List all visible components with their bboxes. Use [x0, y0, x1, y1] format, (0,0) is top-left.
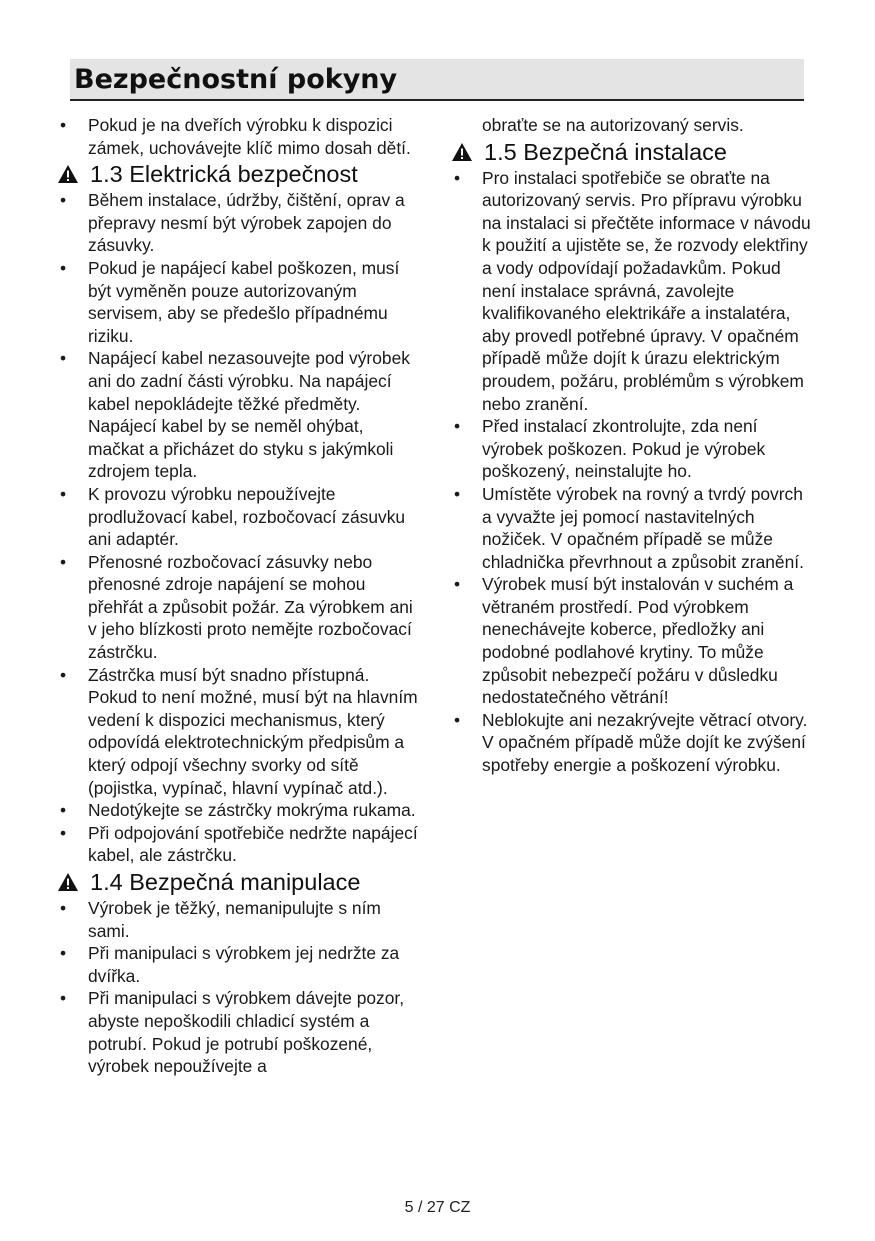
- list-item-text: Umístěte výrobek na rovný a tvrdý povrch a vyvažte jej pomocí nastavitelných nožiček. V opačném případě se může chladnička převrhnout a způsobit zranění.: [482, 483, 804, 572]
- bullet: •: [60, 664, 67, 685]
- list-item: [452, 573, 814, 709]
- electrical-safety-list: [58, 189, 422, 867]
- bullet: •: [60, 190, 67, 211]
- bullet: •: [60, 800, 67, 821]
- list-item-text: Pro instalaci spotřebiče se obraťte na autorizovaný servis. Pro přípravu výrobku na instalaci si přečtěte informace v návodu k použití a ujistěte se, že rozvody elektřiny a vody odpovídají požadavkům. Pokud není instalace správná, zavolejte kvalifikovaného elektrikáře a instalatéra, aby provedl potřebné úpravy. V opačném případě může dojít k úrazu elektrickým proudem, požáru, problémům s výrobkem nebo zranění.: [482, 167, 811, 414]
- section-title: 1.5 Bezpečná instalace: [484, 138, 727, 165]
- intro-list: [58, 114, 422, 159]
- installation-safety-list: [452, 167, 814, 777]
- list-item: [58, 664, 422, 800]
- page-header: [70, 59, 804, 101]
- list-item-text: Před instalací zkontrolujte, zda není výrobek poškozen. Pokud je výrobek poškozený, neinstalujte ho.: [482, 416, 766, 482]
- list-item: [58, 347, 422, 483]
- list-item: [452, 167, 814, 416]
- section-heading-electrical: [57, 160, 422, 188]
- list-item-text: Při manipulaci s výrobkem jej nedržte za dvířka.: [88, 943, 400, 986]
- section-title: 1.4 Bezpečná manipulace: [90, 869, 361, 895]
- list-item-text: Pokud je na dveřích výrobku k dispozici zámek, uchovávejte klíč mimo dosah dětí.: [88, 115, 411, 158]
- list-item-text: Přenosné rozbočovací zásuvky nebo přenosné zdroje napájení se mohou přehřát a způsobit požár. Za výrobkem ani v jeho blízkosti proto nemějte rozbočovací zástrčku.: [88, 551, 413, 663]
- list-item-text: Neblokujte ani nezakrývejte větrací otvory. V opačném případě může dojít ke zvýšení spotřeby energie a poškození výrobku.: [482, 709, 808, 776]
- list-item: [58, 822, 422, 867]
- list-item: [58, 551, 422, 664]
- bullet: •: [60, 115, 67, 135]
- bullet: •: [60, 988, 67, 1009]
- warning-triangle-icon: [451, 142, 473, 162]
- list-item: [58, 942, 422, 987]
- bullet: •: [60, 551, 67, 572]
- list-item-text: Nedotýkejte se zástrčky mokrýma rukama.: [88, 800, 416, 821]
- continuation-text: obraťte se na autorizovaný servis.: [482, 115, 744, 135]
- bullet: •: [60, 822, 67, 843]
- list-item: [58, 257, 422, 347]
- list-item: [58, 987, 422, 1077]
- list-item: [452, 483, 814, 573]
- list-item: [58, 799, 422, 822]
- section-heading-handling: [57, 868, 422, 896]
- list-item: [58, 897, 422, 942]
- list-item-text: Pokud je napájecí kabel poškozen, musí být vyměněn pouze autorizovaným servisem, aby se předešlo případnému riziku.: [88, 257, 400, 346]
- list-item-text: K provozu výrobku nepoužívejte prodlužovací kabel, rozbočovací zásuvku ani adaptér.: [88, 483, 406, 550]
- list-item-text: Při manipulaci s výrobkem dávejte pozor, abyste nepoškodili chladicí systém a potrubí. Pokud je potrubí poškozené, výrobek nepoužívejte a: [88, 988, 405, 1077]
- list-item-text: Zástrčka musí být snadno přístupná. Pokud to není možné, musí být na hlavním vedení k dispozici mechanismus, který odpovídá elektrotechnickým předpisům a který odpojí všechny svorky od sítě (pojistka, vypínač, hlavní vypínač atd.).: [88, 664, 418, 798]
- bullet: •: [60, 483, 67, 504]
- bullet: •: [454, 709, 461, 730]
- bullet: •: [454, 574, 461, 595]
- bullet: •: [60, 257, 67, 278]
- list-item-text: Během instalace, údržby, čištění, oprav a přepravy nesmí být výrobek zapojen do zásuvky.: [88, 190, 405, 256]
- bullet: •: [454, 416, 461, 437]
- list-item: [58, 114, 422, 159]
- section-title: 1.3 Elektrická bezpečnost: [90, 161, 358, 188]
- list-item-text: Výrobek musí být instalován v suchém a větraném prostředí. Pod výrobkem nenechávejte koberce, předložky ani podobné podlahové krytiny. To může způsobit nebezpečí požáru v důsledku nedostatečného větrání!: [482, 574, 794, 708]
- warning-triangle-icon: [57, 872, 79, 892]
- list-item: [452, 709, 814, 777]
- list-item: [58, 189, 422, 257]
- section-heading-installation: [451, 138, 814, 166]
- bullet: •: [60, 348, 67, 369]
- list-item: [452, 415, 814, 483]
- list-item-text: Při odpojování spotřebiče nedržte napájecí kabel, ale zástrčku.: [88, 822, 418, 866]
- list-item-text: Napájecí kabel nezasouvejte pod výrobek ani do zadní části výrobku. Na napájecí kabel nepokládejte těžké předměty. Napájecí kabel by se neměl ohýbat, mačkat a přicházet do styku s jakýmkoli zdrojem tepla.: [88, 348, 410, 482]
- right-column: [452, 114, 814, 777]
- bullet: •: [60, 943, 67, 964]
- list-item: [58, 483, 422, 551]
- list-item-text: Výrobek je těžký, nemanipulujte s ním sami.: [88, 898, 381, 941]
- page-number: 5 / 27 CZ: [404, 1199, 471, 1216]
- handling-safety-list: [58, 897, 422, 1078]
- page-title: Bezpečnostní pokyny: [74, 64, 398, 95]
- bullet: •: [454, 167, 461, 188]
- bullet: •: [454, 483, 461, 504]
- warning-triangle-icon: [57, 164, 79, 184]
- left-column: [58, 114, 422, 1078]
- bullet: •: [60, 898, 67, 918]
